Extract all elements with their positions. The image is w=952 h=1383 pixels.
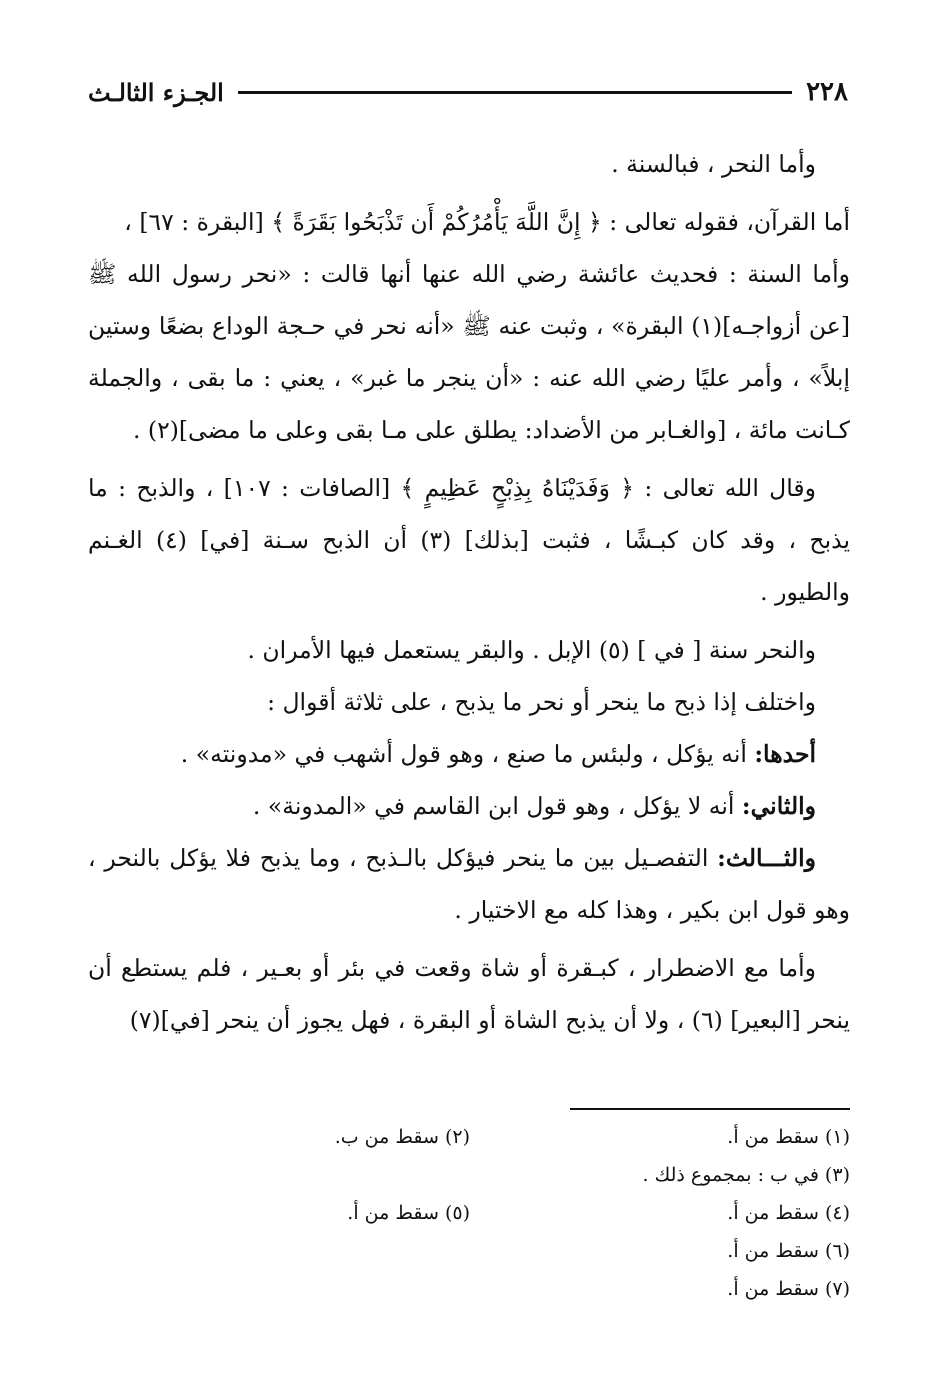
footnote-row — [88, 1232, 850, 1270]
footnote-rule — [570, 1108, 850, 1110]
page-number: ٢٢٨ — [806, 77, 848, 107]
paragraph: وأما النحر ، فبالسنة . — [611, 150, 816, 178]
opinion-lead: أحدها: — [754, 740, 816, 768]
opinion-text: أنه يؤكل ، ولبئس ما صنع ، وهو قول أشهب في «مدونته» . — [180, 740, 755, 768]
footnote-row — [88, 1118, 850, 1156]
paragraph: واختلف إذا ذبح ما ينحر أو نحر ما يذبح ، على ثلاثة أقوال : — [267, 688, 816, 716]
opinion-text: التفصـيل بين ما ينحر فيؤكل بالـذبح ، وما يذبح فلا يؤكل بالنحر ، وهو قول ابن بكير ، وهذا كله مع الاختيار . — [88, 844, 850, 924]
footnote: (٣) في ب : بمجموع ذلك . — [642, 1164, 850, 1186]
footnote — [90, 1270, 470, 1308]
paragraph: أما القرآن، فقوله تعالى : ﴿ إِنَّ اللَّهَ يَأْمُرُكُمْ أَن تَذْبَحُوا بَقَرَةً ﴾ [البقرة : ٦٧] ، — [124, 208, 850, 236]
page-header — [88, 72, 848, 112]
paragraph — [88, 780, 850, 832]
paragraph: والنحر سنة [ في ] (٥) الإبل . والبقر يستعمل فيها الأمران . — [247, 636, 816, 664]
footnote: (١) سقط من أ. — [727, 1126, 850, 1148]
paragraph: وأما مع الاضطرار ، كبـقرة أو شاة وقعت في بئر أو بعـير ، فلم يستطع أن ينحر [البعير] (٦) ، ولا أن يذبح الشاة أو البقرة ، فهل يجوز أن ينحر [في](٧) — [88, 954, 850, 1034]
footnote: (٢) سقط من ب. — [334, 1126, 470, 1148]
footnote: (٥) سقط من أ. — [347, 1202, 470, 1224]
paragraph — [88, 832, 850, 936]
paragraph — [88, 728, 850, 780]
opinion-lead: والثاني: — [741, 792, 816, 820]
footnote-row — [88, 1194, 850, 1232]
paragraph: وقال الله تعالى : ﴿ وَفَدَيْنَاهُ بِذِبْحٍ عَظِيمٍ ﴾ [الصافات : ١٠٧] ، والذبح : ما يذبح ، وقد كان كبـشًا ، فثبت [بذلك] (٣) أن الذبح سـنة [في] (٤) الغـنم والطيور . — [88, 474, 850, 606]
footnotes — [88, 1118, 850, 1308]
footnote: (٧) سقط من أ. — [727, 1278, 850, 1300]
footnote-row — [88, 1270, 850, 1308]
footnote-row — [88, 1156, 850, 1194]
footnote: (٤) سقط من أ. — [727, 1202, 850, 1224]
footnote — [90, 1156, 470, 1194]
main-text — [88, 138, 850, 1046]
part-title: الجـزء الثالـث — [88, 77, 224, 107]
footnote: (٦) سقط من أ. — [727, 1240, 850, 1262]
footnote — [90, 1232, 470, 1270]
opinion-text: أنه لا يؤكل ، وهو قول ابن القاسم في «المدونة» . — [252, 792, 742, 820]
opinion-lead: والثـــالث: — [717, 844, 816, 872]
header-rule — [238, 91, 792, 94]
paragraph: وأما السنة : فحديث عائشة رضي الله عنها أنها قالت : «نحر رسول الله ﷺ [عن أزواجـه](١) البقرة» ، وثبت عنه ﷺ «أنه نحر في حـجة الوداع بضعًا وستين إبلاً» ، وأمر عليًا رضي الله عنه : «أن ينجر ما غبر» ، يعني : ما بقى ، والجملة كـانت مائة ، [والغـابر من الأضداد: يطلق على مـا بقى وعلى ما مضى](٢) . — [88, 260, 850, 444]
